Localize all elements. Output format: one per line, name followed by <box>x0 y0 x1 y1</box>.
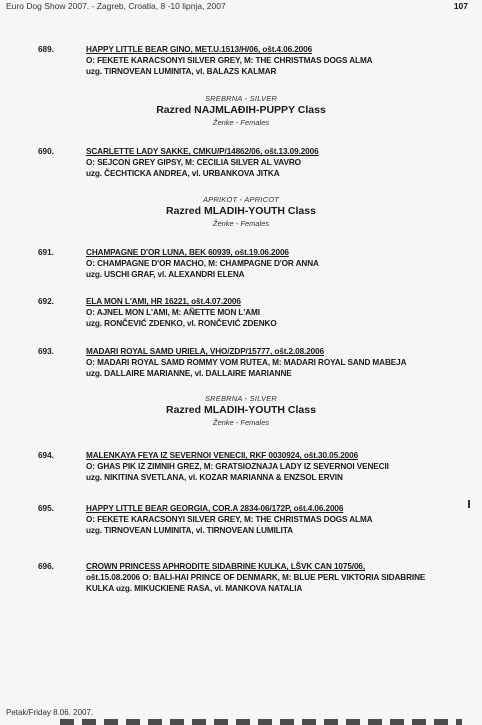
entry-number: 689. <box>38 45 54 54</box>
parents-line: ošt.15.08.2006 O: BALI-HAI PRINCE OF DENMARK, M: BLUE PERL VIKTORIA SIDABRINE <box>86 573 426 582</box>
section-color: APRIKOT - APRICOT <box>202 195 280 204</box>
dog-name-line: MADARI ROYAL SAMD URIELA, VHO/ZDP/15777, ošt.2.08.2006 <box>86 347 325 356</box>
section-color: SREBRNA - SILVER <box>204 94 278 103</box>
entry-number: 692. <box>38 297 54 306</box>
class-section-heading <box>0 394 482 427</box>
page-header <box>6 1 468 11</box>
dog-name-line: MALENKAYA FEYA IZ SEVERNOI VENECII, RKF 0030924, ošt.30.05.2006 <box>86 451 359 460</box>
header-text: Euro Dog Show 2007. - Zagreb, Croatia, 8 -10 lipnja, 2007 <box>6 1 226 11</box>
page-footer: Petak/Friday 8.06. 2007. <box>6 708 94 717</box>
dog-name-line: SCARLETTE LADY SAKKE, CMKU/P/14862/06, ošt.13.09.2006 <box>86 147 319 156</box>
breeder-owner-line: uzg. RONČEVIĆ ZDENKO, vl. RONČEVIĆ ZDENKO <box>86 319 277 328</box>
section-title: Razred NAJMLAĐIH-PUPPY Class <box>156 104 326 116</box>
entry-number: 693. <box>38 347 54 356</box>
class-section-heading <box>0 195 482 228</box>
dog-name-line: ELA MON L'AMI, HR 16221, ošt.4.07.2006 <box>86 297 241 306</box>
page-number: 107 <box>453 1 468 11</box>
breeder-owner-line: uzg. TIRNOVEAN LUMINITA, vl. BALAZS KALMAR <box>86 67 277 76</box>
section-title: Razred MLADIH-YOUTH Class <box>166 205 316 217</box>
scan-speck <box>468 500 470 508</box>
breeder-owner-line: uzg. ČECHTICKA ANDREA, vl. URBANKOVA JITKA <box>86 169 280 178</box>
entry-number: 691. <box>38 248 54 257</box>
section-color: SREBRNA - SILVER <box>204 394 278 403</box>
section-gender: Ženke - Females <box>212 219 270 228</box>
entry-number: 696. <box>38 562 54 571</box>
parents-line: O: GHAS PIK IZ ZIMNIH GREZ, M: GRATSIOZNAJA LADY IZ SEVERNOI VENECII <box>86 462 389 471</box>
parents-line: O: AJNEL MON L'AMI, M: AÑETTE MON L'AMI <box>86 308 260 317</box>
parents-line: O: MADARI ROYAL SAMD ROMMY VOM RUTEA, M: MADARI ROYAL SAND MABEJA <box>86 358 407 367</box>
parents-line: O: CHAMPAGNE D'OR MACHO, M: CHAMPAGNE D'OR ANNA <box>86 259 319 268</box>
parents-line: O: FEKETE KARACSONYI SILVER GREY, M: THE CHRISTMAS DOGS ALMA <box>86 515 373 524</box>
breeder-owner-line: uzg. DALLAIRE MARIANNE, vl. DALLAIRE MARIANNE <box>86 369 292 378</box>
entry-number: 690. <box>38 147 54 156</box>
breeder-owner-line: uzg. NIKITINA SVETLANA, vl. KOZAR MARIANNA & ENZSOL ERVIN <box>86 473 343 482</box>
dog-name-line: HAPPY LITTLE BEAR GINO, MET.U.1513/H/06, ošt.4.06.2006 <box>86 45 313 54</box>
dog-name-line: CHAMPAGNE D'OR LUNA, BEK 60939, ošt.19.06.2006 <box>86 248 289 257</box>
parents-line: O: FEKETE KARACSONYI SILVER GREY, M: THE CHRISTMAS DOGS ALMA <box>86 56 373 65</box>
entry-number: 694. <box>38 451 54 460</box>
class-section-heading <box>0 94 482 127</box>
breeder-owner-line: uzg. TIRNOVEAN LUMINITA, vl. TIRNOVEAN LUMILITA <box>86 526 293 535</box>
section-gender: Ženke - Females <box>212 418 270 427</box>
dog-name-line: HAPPY LITTLE BEAR GEORGIA, COR.A 2834-06/172P, ošt.4.06.2006 <box>86 504 344 513</box>
dog-name-line: CROWN PRINCESS APHRODITE SIDABRINE KULKA, LŠVK CAN 1075/06, <box>86 562 366 571</box>
breeder-owner-line: uzg. USCHI GRAF, vl. ALEXANDRI ELENA <box>86 270 245 279</box>
cut-off-text-strip <box>60 719 462 725</box>
parents-line: O: SEJCON GREY GIPSY, M: CECILIA SILVER AL VAVRO <box>86 158 301 167</box>
section-gender: Ženke - Females <box>212 118 270 127</box>
entry-number: 695. <box>38 504 54 513</box>
section-title: Razred MLADIH-YOUTH Class <box>166 404 316 416</box>
breeder-owner-line: KULKA uzg. MIKUCKIENE RASA, vl. MANKOVA NATALIA <box>86 584 303 593</box>
